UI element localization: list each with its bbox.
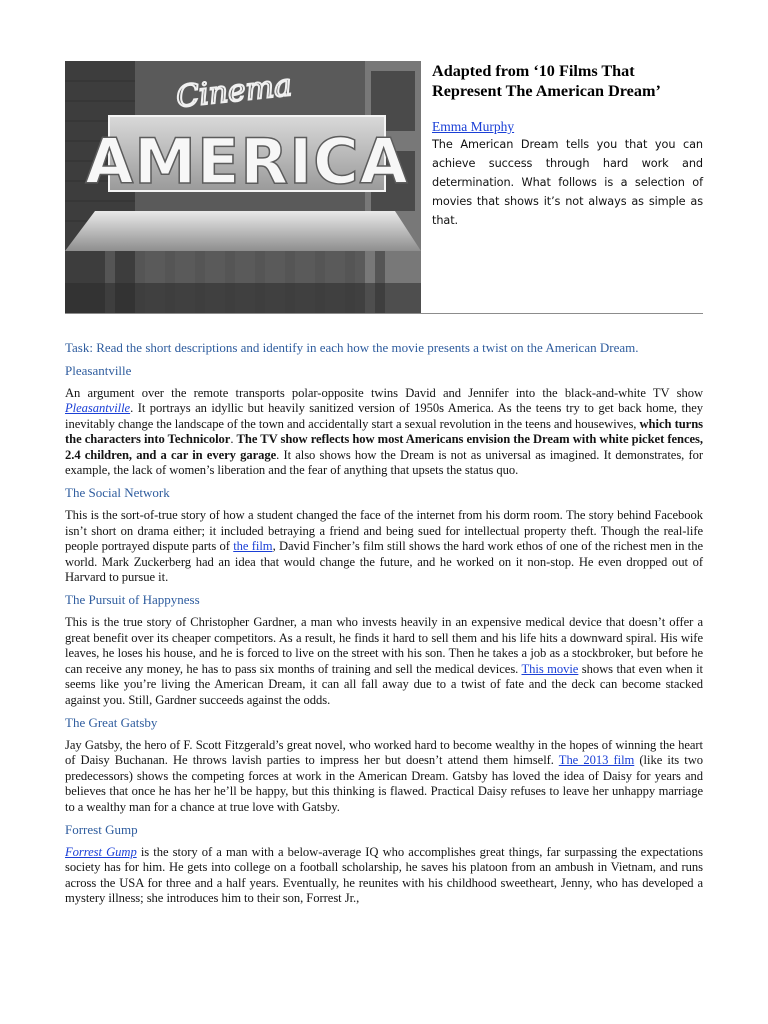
hero-image (65, 61, 421, 313)
section-heading-pursuit-of-happyness: The Pursuit of Happyness (65, 592, 200, 608)
section-heading-social-network: The Social Network (65, 485, 170, 501)
sign-top-text: Cinema (174, 68, 294, 116)
text-span: . It portrays an idyllic but heavily sanitized version of 1950s America. As the teens try to get back home, they inevitably change the landscape of the town and accidentally start a sexual revolution in the teens and housewives, (65, 401, 703, 431)
sign-main-text: AMERICA (85, 125, 409, 198)
section-heading-pleasantville: Pleasantville (65, 363, 132, 378)
section-heading-great-gatsby: The Great Gatsby (65, 714, 158, 730)
text-span: , David Fincher’s film still shows the hard work ethos of one of the richest men in the world. Mark Zuckerberg had an idea that would change the future, and he worked on it non-stop. He even dropped out of Harvard to pursue it. (65, 539, 704, 585)
bold-text: The TV show reflects how most Americans envision the Dream with white picket fences, 2.4 children, and a car in every garage (65, 432, 703, 462)
text-span: . (230, 432, 237, 447)
article-body (65, 339, 703, 913)
text-span: is the story of a man with a below-average IQ who accomplishes great things, far surpassing the expectations society has for him. He gets into college on a football scholarship, he saves his platoon from an ambush in Vietnam, and runs across the USA for three and a half years. Eventually, he reunites with his childhood sweetheart, Jenny, who has developed a mystery illness; she introduces him to their son, Forrest Jr., (65, 844, 703, 906)
text-span: Jay Gatsby, the hero of F. Scott Fitzgerald’s great novel, who worked hard to become wealthy in the hopes of winning the heart of Daisy Buchanan. He throws lavish parties to impress her but doesn’t attend them himself. (65, 737, 703, 768)
task-instruction: Task: Read the short descriptions and identify in each how the movie presents a twist on the American Dream. (65, 340, 639, 355)
text-span: . It also shows how the Dream is not as universal as imagined. It demonstrates, for example, the lack of women’s liberation and the fear of anything that upsets the status quo. (65, 447, 703, 478)
pleasantville-link[interactable]: Pleasantville (65, 401, 131, 416)
intro-paragraph: The American Dream tells you that you can achieve success through hard work and determination. What follows is a selection of movies that shows it’s not always as simple as that. (432, 138, 703, 227)
text-span: This is the sort-of-true story of how a student changed the face of the internet from his dorm room. The story behind Facebook isn’t short on drama either; it included betraying a friend and being sued for intellectual property theft. Though the real-life people portrayed dispute parts of (65, 508, 703, 554)
bold-text: which turns the characters into Technicolor (65, 416, 704, 447)
cinema-sign-illustration (65, 61, 421, 313)
section-paragraph-pleasantville (65, 386, 703, 478)
this-movie-link[interactable]: This movie (521, 661, 579, 676)
section-paragraph-forrest-gump (65, 845, 703, 907)
section-paragraph-social-network (65, 508, 703, 585)
text-span: (like its two predecessors) shows the competing forces at work in the American Dream. Gatsby has loved the idea of Daisy for years and believes that once he has her he’ll be happy, but this thinking is flawed. Practical Daisy refuses to leave her unhappy marriage to a wealthy man for a chance at true love with Gatsby. (65, 753, 703, 814)
2013-film-link[interactable]: The 2013 film (558, 753, 635, 768)
author-link[interactable]: Emma Murphy (432, 119, 515, 134)
header-divider (65, 313, 703, 314)
section-paragraph-pursuit-of-happyness (65, 615, 703, 707)
section-heading-forrest-gump: Forrest Gump (65, 821, 138, 837)
header-block (432, 61, 703, 230)
section-paragraph-great-gatsby (65, 738, 703, 815)
text-span: An argument over the remote transports polar-opposite twins David and Jennifer into the black-and-white TV show (65, 386, 703, 400)
the-film-link[interactable]: the film (233, 539, 273, 554)
forrest-gump-link[interactable]: Forrest Gump (65, 844, 137, 859)
article-title: Adapted from ‘10 Films That Represent The American Dream’ (432, 62, 661, 100)
text-span: shows that even when it seems like you’re living the American Dream, it can all fall away due to a twist of fate and the deck can become stacked against you. Still, Gardner succeeds against the odds. (65, 661, 704, 707)
text-span: This is the true story of Christopher Gardner, a man who invests heavily in an expensive medical device that doesn’t offer a great benefit over its cheaper competitors. As a result, he finds it hard to sell them and his life hits a downward spiral. His wife leaves, he loses his house, and he is forced to live on the street with his son. Then he takes a job as a stockbroker, but before he can receive any money, he has to pass six months of training and sell the medical devices. (65, 615, 703, 676)
